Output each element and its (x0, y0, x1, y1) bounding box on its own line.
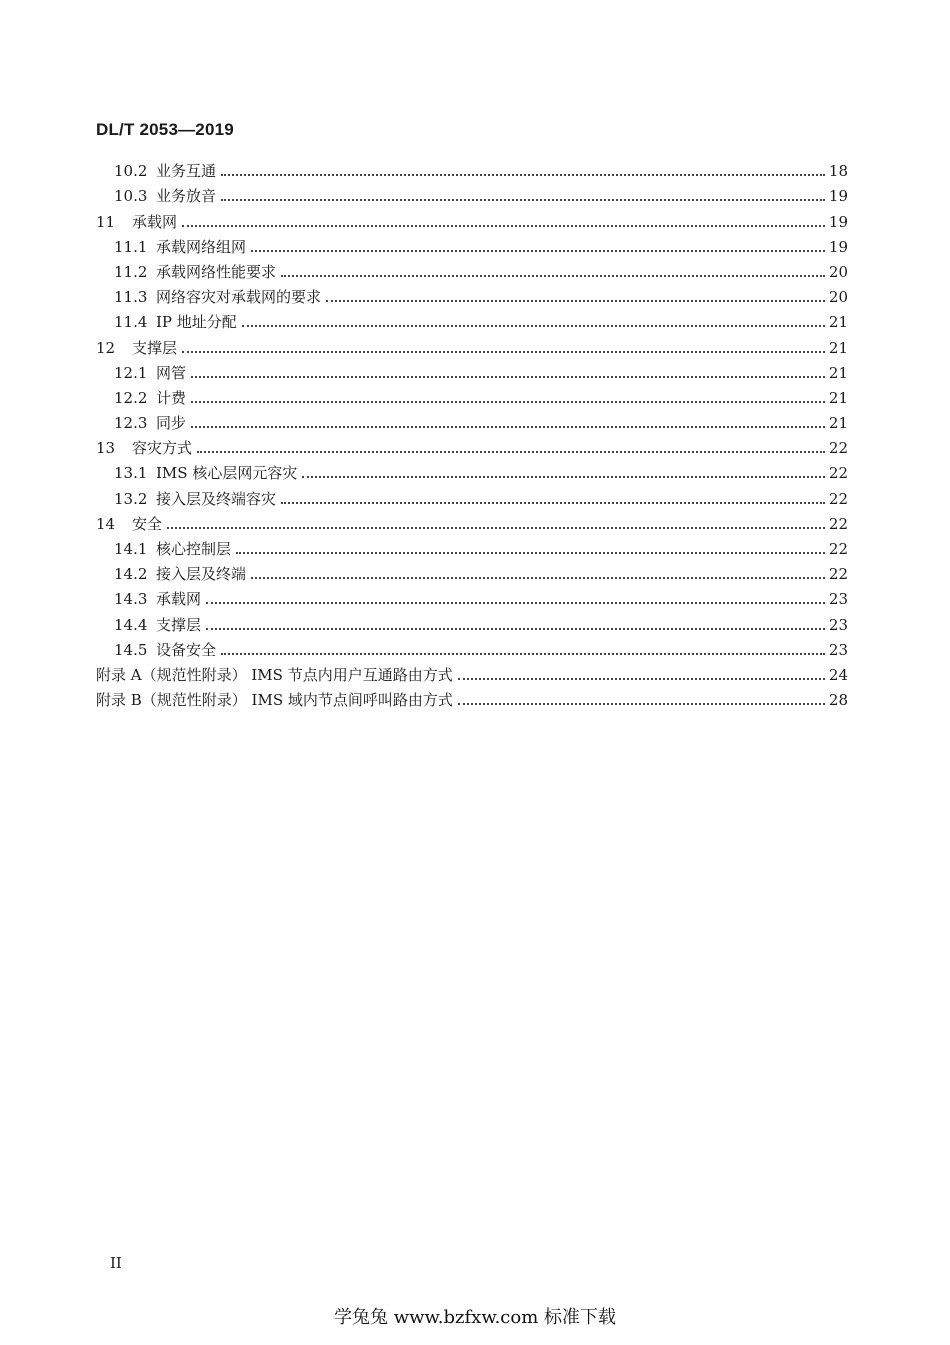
toc-entry-page: 22 (828, 489, 848, 508)
toc-entry[interactable] (96, 458, 848, 483)
toc-entry-page: 21 (828, 388, 848, 407)
toc-entry-page: 21 (828, 338, 848, 357)
toc-entry-page: 21 (828, 313, 848, 332)
toc-dot-leader (191, 426, 825, 428)
toc-entry[interactable] (96, 635, 848, 660)
toc-dot-leader (206, 602, 825, 604)
toc-entry[interactable] (96, 383, 848, 408)
toc-entry-page: 22 (828, 439, 848, 458)
document-code: DL/T 2053—2019 (96, 120, 234, 139)
toc-dot-leader (302, 476, 825, 478)
toc-entry-page: 21 (828, 414, 848, 433)
toc-entry[interactable] (96, 232, 848, 257)
toc-entry-title: IP 地址分配 (156, 313, 237, 332)
toc-entry-page: 22 (828, 565, 848, 584)
toc-entry[interactable] (96, 257, 848, 282)
toc-entry-page: 22 (828, 464, 848, 483)
toc-entry-number: 10.2 (114, 162, 148, 181)
toc-entry[interactable] (96, 181, 848, 206)
toc-dot-leader (281, 275, 825, 277)
toc-entry-page: 20 (828, 288, 848, 307)
toc-entry-number: 12.2 (114, 388, 148, 407)
toc-entry[interactable] (96, 509, 848, 534)
toc-entry-number: 13 (96, 439, 116, 458)
toc-entry-number: 14.5 (114, 640, 148, 659)
toc-dot-leader (221, 199, 825, 201)
toc-entry-number: 13.1 (114, 464, 148, 483)
toc-entry[interactable] (96, 534, 848, 559)
toc-entry-title: 接入层及终端 (156, 565, 247, 584)
toc-dot-leader (251, 577, 825, 579)
toc-entry-title: 附录 A（规范性附录） IMS 节点内用户互通路由方式 (96, 665, 453, 684)
toc-entry[interactable] (96, 483, 848, 508)
toc-entry-number: 14.3 (114, 590, 148, 609)
toc-entry[interactable] (96, 332, 848, 357)
toc-entry-title: 核心控制层 (156, 540, 232, 558)
toc-entry[interactable] (96, 584, 848, 609)
toc-entry-title: IMS 核心层网元容灾 (156, 464, 298, 483)
toc-dot-leader (458, 703, 825, 705)
toc-entry-page: 23 (828, 590, 848, 609)
toc-entry[interactable] (96, 559, 848, 584)
toc-entry-title: 支撑层 (132, 338, 178, 357)
toc-dot-leader (221, 174, 825, 176)
toc-entry-page: 23 (828, 615, 848, 634)
toc-entry-title: 支撑层 (156, 615, 202, 634)
toc-appendix-entry[interactable] (96, 685, 848, 710)
toc-dot-leader (458, 678, 825, 680)
toc-dot-leader (236, 552, 825, 554)
toc-dot-leader (251, 250, 825, 252)
toc-entry-title: 承载网络性能要求 (156, 262, 277, 281)
toc-entry-number: 14.2 (114, 565, 148, 584)
toc-entry-number: 11.3 (114, 288, 148, 307)
toc-dot-leader (167, 527, 825, 529)
toc-entry-page: 24 (828, 665, 848, 684)
toc-entry-number: 12.1 (114, 363, 148, 382)
toc-entry-number: 11.1 (114, 237, 148, 256)
toc-dot-leader (326, 300, 825, 302)
toc-dot-leader (242, 325, 825, 327)
toc-entry-title: 承载网 (156, 590, 202, 609)
toc-entry[interactable] (96, 282, 848, 307)
toc-entry[interactable] (96, 408, 848, 433)
toc-entry-number: 10.3 (114, 187, 148, 206)
toc-entry[interactable] (96, 307, 848, 332)
page-number: II (110, 1254, 122, 1272)
toc-appendix-entry[interactable] (96, 660, 848, 685)
toc-entry-title: 业务放音 (156, 187, 217, 206)
toc-entry-page: 23 (828, 640, 848, 659)
toc-entry-page: 19 (828, 187, 848, 206)
toc-entry-title: 承载网络组网 (156, 237, 247, 256)
toc-dot-leader (191, 376, 825, 378)
toc-entry[interactable] (96, 156, 848, 181)
toc-entry-number: 12 (96, 338, 116, 357)
toc-entry-title: 计费 (156, 388, 187, 407)
toc-dot-leader (197, 451, 825, 453)
toc-entry-page: 19 (828, 237, 848, 256)
toc-entry-number: 11.4 (114, 313, 148, 332)
toc-entry[interactable] (96, 206, 848, 231)
toc-entry-title: 容灾方式 (132, 439, 193, 458)
toc-dot-leader (281, 502, 825, 504)
toc-entry[interactable] (96, 358, 848, 383)
toc-dot-leader (182, 225, 825, 227)
toc-entry-title: 业务互通 (156, 162, 217, 181)
toc-entry-page: 19 (828, 212, 848, 231)
toc-entry-number: 14.4 (114, 615, 148, 634)
toc-entry-title: 安全 (132, 514, 163, 533)
toc-dot-leader (191, 401, 825, 403)
toc-dot-leader (182, 351, 825, 353)
toc-entry-title: 承载网 (132, 212, 178, 231)
toc-entry-page: 21 (828, 363, 848, 382)
toc-entry-title: 网管 (156, 363, 187, 382)
toc-dot-leader (206, 628, 825, 630)
toc-entry-page: 22 (828, 540, 848, 558)
toc-dot-leader (221, 653, 825, 655)
toc-entry-title: 同步 (156, 414, 187, 433)
toc-entry-page: 20 (828, 262, 848, 281)
toc-entry-page: 28 (828, 691, 848, 710)
toc-entry[interactable] (96, 433, 848, 458)
toc-entry-title: 设备安全 (156, 640, 217, 659)
toc-entry-page: 22 (828, 514, 848, 533)
toc-entry-number: 14 (96, 514, 116, 533)
toc-entry[interactable] (96, 609, 848, 634)
toc-entry-title: 接入层及终端容灾 (156, 489, 277, 508)
toc-entry-title: 附录 B（规范性附录） IMS 域内节点间呼叫路由方式 (96, 691, 453, 710)
toc-entry-number: 11 (96, 212, 116, 231)
toc-entry-title: 网络容灾对承载网的要求 (156, 288, 322, 307)
toc-entry-number: 13.2 (114, 489, 148, 508)
watermark-text: 学兔兔 www.bzfxw.com 标准下载 (333, 1307, 617, 1328)
toc-entry-page: 18 (828, 162, 848, 181)
toc-entry-number: 14.1 (114, 540, 148, 558)
toc-entry-number: 11.2 (114, 262, 148, 281)
table-of-contents (96, 156, 848, 710)
toc-entry-number: 12.3 (114, 414, 148, 433)
